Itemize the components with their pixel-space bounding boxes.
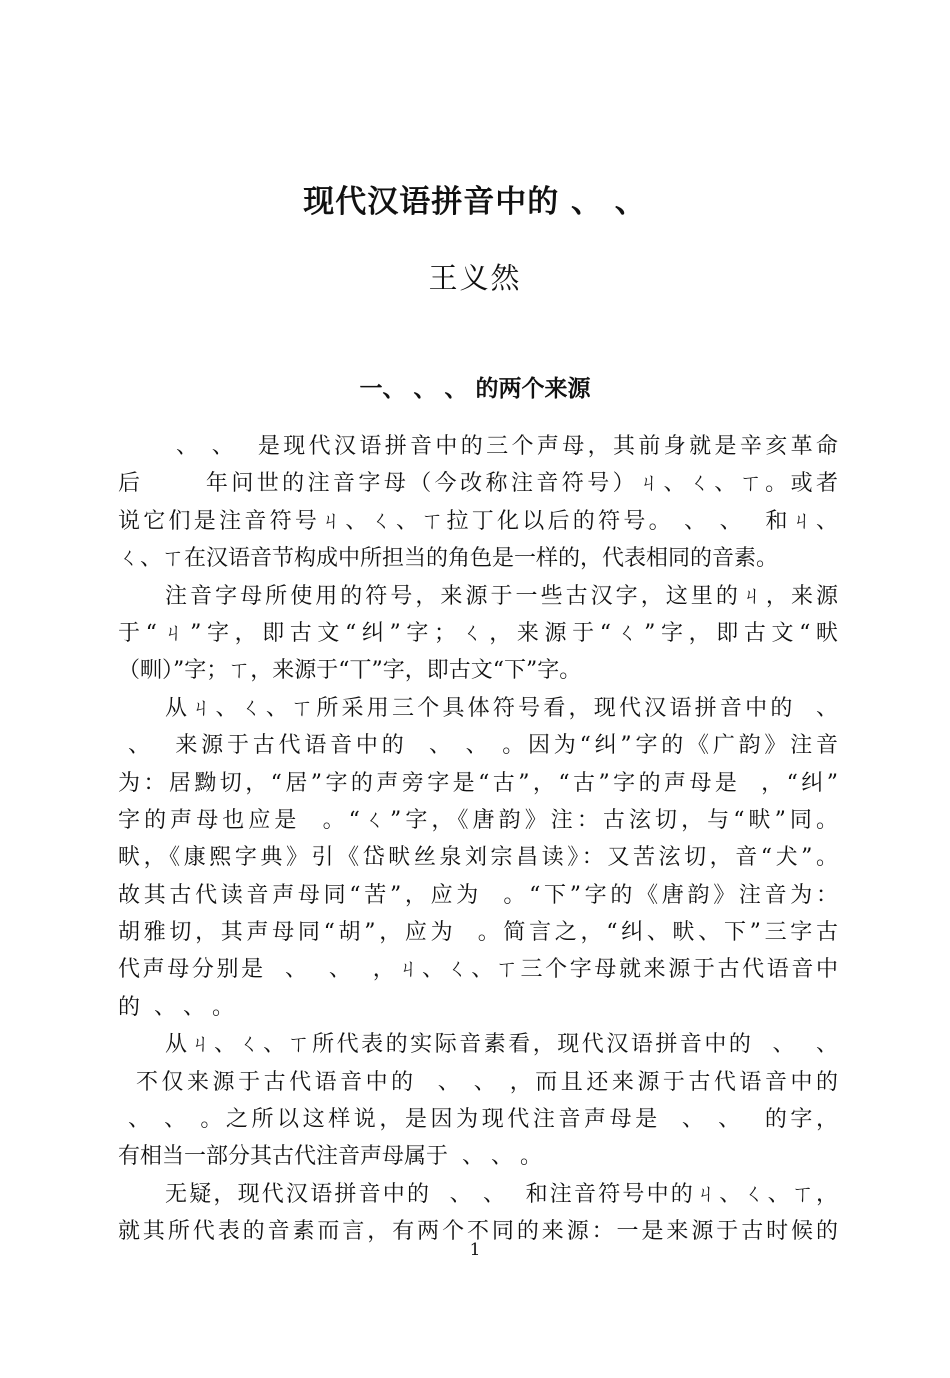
body-line: 注音字母所使用的符号，来源于一些古汉字，这里的ㄐ，来源 — [165, 583, 838, 609]
body-line: 、 、 。之所以这样说，是因为现代注音声母是 、 、 的字， — [128, 1107, 838, 1133]
body-line: 为：居黝切，“居”字的声旁字是“古”，“古”字的声母是 ，“纠” — [118, 770, 838, 796]
body-line: 不仅来源于古代语音中的 、 、 ，而且还来源于古代语音中的 — [136, 1069, 838, 1095]
section-heading: 一、 、 、 的两个来源 — [359, 376, 591, 402]
body-text — [118, 428, 838, 1251]
body-line: 就其所代表的音素而言，有两个不同的来源：一是来源于古时候的 — [118, 1219, 838, 1245]
body-line: 说它们是注音符号ㄐ、ㄑ、ㄒ拉丁化以后的符号。 、 、 和ㄐ、 — [118, 508, 838, 534]
body-line: 的 、 、 。 — [118, 994, 234, 1020]
body-line: 字的声母也应是 。“ㄑ”字，《唐韵》注：古泫切，与“畎”同。 — [118, 807, 838, 833]
body-line: ㄑ、ㄒ在汉语音节构成中所担当的角色是一样的，代表相同的音素。 — [118, 546, 779, 572]
page-number: 1 — [469, 1240, 481, 1260]
body-line: （甽）”字；ㄒ，来源于“丅”字，即古文“下”字。 — [118, 658, 582, 684]
body-line: 、 来源于古代语音中的 、 、 。因为“纠”字的《广韵》注音 — [128, 733, 838, 759]
body-line: 畎，《康熙字典》引《岱畎丝泉刘宗昌读》：又苦泫切，音“犬”。 — [118, 845, 838, 871]
body-line: 故其古代读音声母同“苦”，应为 。“下”字的《唐韵》注音为： — [118, 882, 838, 908]
body-line: 从ㄐ、ㄑ、ㄒ所采用三个具体符号看，现代汉语拼音中的 、 — [165, 695, 838, 721]
page-title: 现代汉语拼音中的 、 、 — [303, 184, 647, 220]
body-line: 后 年问世的注音字母（今改称注音符号）ㄐ、ㄑ、ㄒ。或者 — [118, 471, 838, 497]
body-line: 从ㄐ、ㄑ、ㄒ所代表的实际音素看，现代汉语拼音中的 、 、 — [165, 1032, 838, 1058]
body-line: 无疑，现代汉语拼音中的 、 、 和注音符号中的ㄐ、ㄑ、ㄒ， — [165, 1181, 838, 1207]
body-line: 有相当一部分其古代注音声母属于 、 、 。 — [118, 1144, 542, 1170]
body-line: 代声母分别是 、 、 ，ㄐ、ㄑ、ㄒ三个字母就来源于古代语音中 — [118, 957, 838, 983]
body-line: 、 、 是现代汉语拼音中的三个声母，其前身就是辛亥革命 — [176, 434, 838, 459]
author-name: 王义然 — [428, 261, 522, 295]
body-line: 于“ㄐ”字，即古文“纠”字；ㄑ，来源于“ㄑ”字，即古文“畎 — [118, 620, 838, 646]
body-line: 胡雅切，其声母同“胡”，应为 。简言之，“纠、畎、下”三字古 — [118, 920, 838, 946]
